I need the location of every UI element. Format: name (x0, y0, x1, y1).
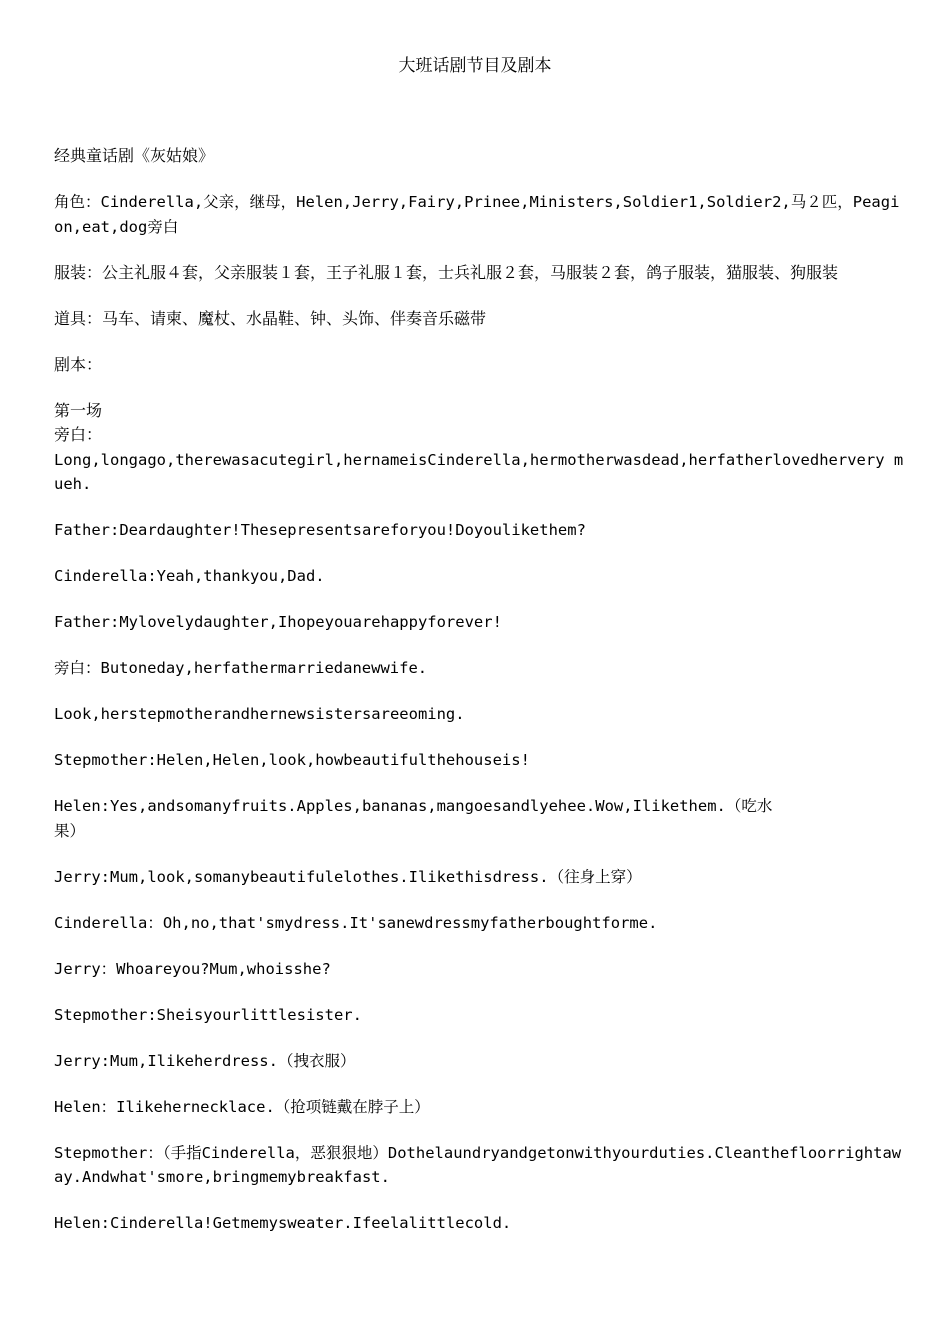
roles-paragraph: 角色：Cinderella,父亲，继母，Helen,Jerry,Fairy,Prinee,Ministers,Soldier1,Soldier2,马２匹，Peagion,eat,dog旁白 (54, 193, 900, 236)
dialogue-line: Jerry:Mum,look,somanybeautifulelothes.Ilikethisdress.（往身上穿） (54, 867, 642, 886)
dialogue-line: Father:Mylovelydaughter,Ihopeyouarehappyforever! (54, 613, 502, 631)
dialogue-line: Stepmother:Sheisyourlittlesister. (54, 1005, 362, 1024)
dialogue-line: Helen：Ilikehernecklace.（抢项链戴在脖子上） (54, 1097, 430, 1116)
dialogue-line: Stepmother:Helen,Helen,look,howbeautifulthehouseis! (54, 751, 530, 769)
costumes-paragraph: 服装：公主礼服４套，父亲服装１套，王子礼服１套，士兵礼服２套，马服装２套，鸽子服装，猫服装、狗服装 (54, 262, 839, 282)
narrator-label: 旁白： (54, 425, 103, 444)
dialogue-line: Jerry:Mum,Ilikeherdress.（拽衣服） (54, 1051, 356, 1070)
scene-one-heading: 第一场 (54, 400, 103, 420)
props-paragraph: 道具：马车、请柬、魔杖、水晶鞋、钟、头饰、伴奏音乐磁带 (54, 308, 487, 328)
script-heading: 剧本： (54, 354, 103, 374)
play-title: 经典童话剧《灰姑娘》 (54, 146, 215, 165)
dialogue-line: 旁白：Butoneday,herfathermarriedanewwife. (54, 659, 428, 677)
narration-line: Long,longago,therewasacutegirl,hernameisCinderella,hermotherwasdead,herfatherlovedhervery mueh. (54, 450, 904, 493)
document-body (54, 144, 904, 1257)
document-title: 大班话剧节目及剧本 (398, 56, 552, 76)
dialogue-line: Helen:Yes,andsomanyfruits.Apples,bananas,mangoesandlyehee.Wow,Ilikethem.（吃水果） (54, 797, 773, 840)
dialogue-line: Cinderella：Oh,no,that'smydress.It'sanewdressmyfatherboughtforme. (54, 913, 658, 932)
dialogue-line: Father:Deardaughter!Thesepresentsareforyou!Doyoulikethem? (54, 521, 586, 539)
dialogue-line: Jerry：Whoareyou?Mum,whoisshe? (54, 959, 331, 978)
dialogue-line: Cinderella:Yeah,thankyou,Dad. (54, 567, 325, 585)
dialogue-line: Helen:Cinderella!Getmemysweater.Ifeelalittlecold. (54, 1214, 512, 1232)
dialogue-line: Stepmother：（手指Cinderella，恶狠狠地）Dothelaundryandgetonwithyourduties.Cleanthefloorrightaway.Andwhat'smore,bringmemybreakfast. (54, 1143, 902, 1186)
dialogue-line: Look,herstepmotherandhernewsistersareeoming. (54, 705, 465, 723)
